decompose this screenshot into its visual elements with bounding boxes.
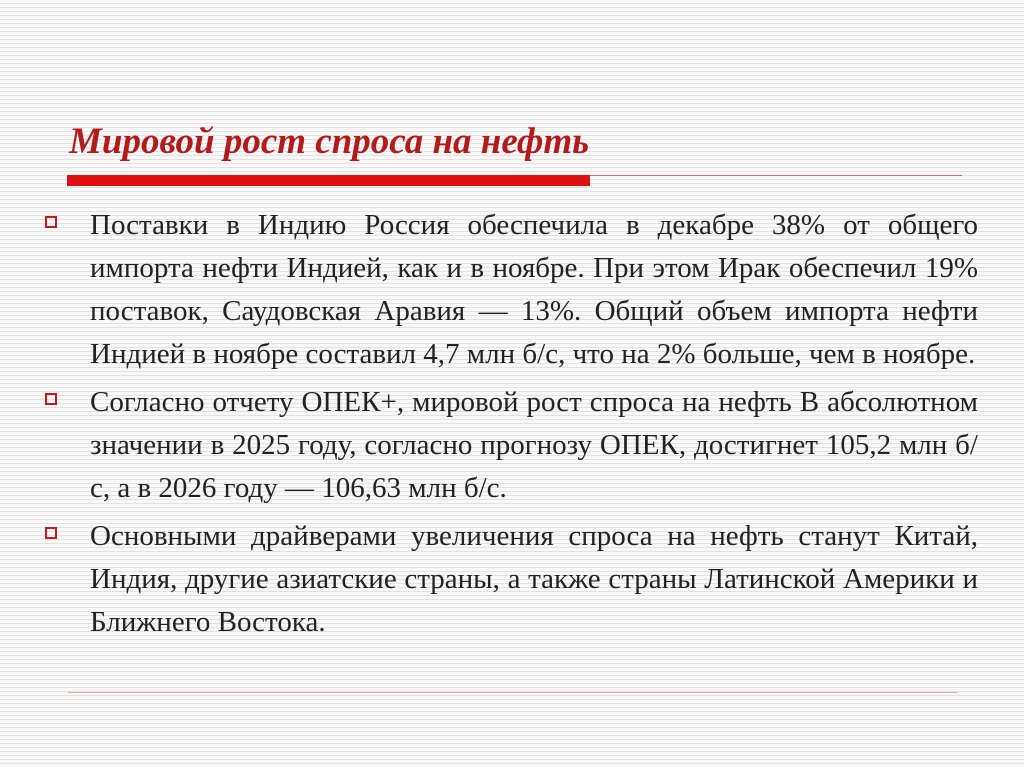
- bullet-item: [40, 515, 978, 644]
- title-underline-rule: [590, 175, 962, 176]
- slide-title: Мировой рост спроса на нефть: [69, 121, 590, 162]
- bullet-list: [40, 204, 978, 649]
- bullet-item: [40, 204, 978, 376]
- bullet-text: Основными драйверами увеличения спроса на нефть станут Китай, Индия, другие азиатские страны, а также страны Латинской Америки и Ближнего Востока.: [90, 520, 978, 638]
- hollow-square-bullet-icon: [45, 527, 57, 539]
- title-underline-bar: [67, 175, 590, 186]
- bullet-item: [40, 381, 978, 510]
- bullet-text: Поставки в Индию Россия обеспечила в декабре 38% от общего импорта нефти Индией, как и в ноябре. При этом Ирак обеспечил 19% поставок, Саудовская Аравия — 13%. Общий объем импорта нефти Индией в ноябре составил 4,7 млн б/с, что на 2% больше, чем в ноябре.: [90, 209, 978, 370]
- bullet-text: Согласно отчету ОПЕК+, мировой рост спроса на нефть В абсолютном значении в 2025 году, согласно прогнозу ОПЕК, достигнет 105,2 млн б/с, а в 2026 году — 106,63 млн б/с.: [90, 386, 978, 504]
- hollow-square-bullet-icon: [45, 216, 57, 228]
- hollow-square-bullet-icon: [45, 393, 57, 405]
- footer-rule: [68, 692, 958, 693]
